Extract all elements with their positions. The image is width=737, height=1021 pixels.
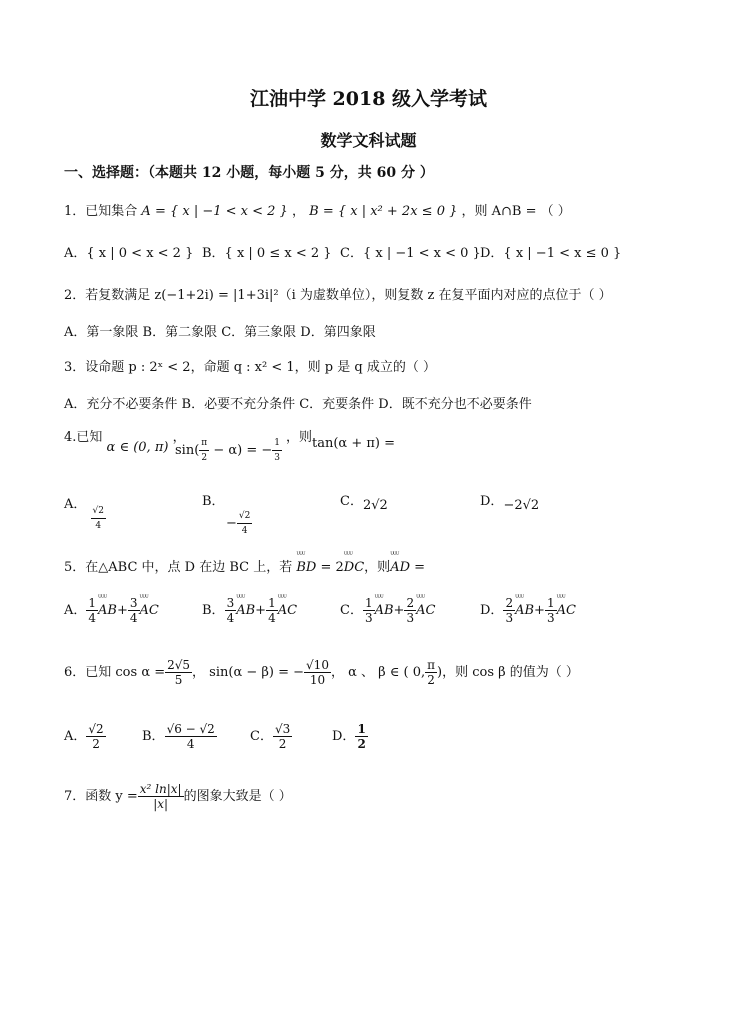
q4-option-c: C．2√2 xyxy=(340,494,388,513)
q1-stem-pre: 1．已知集合 xyxy=(64,204,138,219)
question-2: 2．若复数满足 z(−1+2i) = |1+3i|²（i 为虚数单位），则复数 z 在复平面内对应的点位于（ ） xyxy=(64,288,612,303)
question-1: 1．已知集合 A = { x | −1 < x < 2 } ， B = { x | x² + 2x ≤ 0 } ，则 A∩B = （ ） xyxy=(64,204,571,219)
q3-options: A．充分不必要条件 B．必要不充分条件 C．充要条件 D．既不充分也不必要条件 xyxy=(64,397,532,412)
q6-option-d: D． $\frac{1}{2}$ xyxy=(332,722,366,751)
section-heading: 一、选择题：（本题共 12 小题，每小题 5 分，共 60 分 ） xyxy=(64,165,434,181)
q5-option-a: A． $\frac{1}{4}$ ᵁᵁᵁ AB+ $\frac{3}{4}$ ᵁᵁᵁ AC xyxy=(64,596,159,625)
q4-cond1: α ∈ (0, π) xyxy=(106,440,169,455)
q1-stem-post: ，则 A∩B = （ ） xyxy=(461,204,571,219)
q1-option-b: B．{ x | 0 ≤ x < 2 } xyxy=(202,246,332,261)
q1-option-c: C．{ x | −1 < x < 0 } xyxy=(340,246,481,261)
q5-option-c: C． $\frac{1}{3}$ ᵁᵁᵁ AB+ $\frac{2}{3}$ ᵁᵁᵁ AC xyxy=(340,596,435,625)
q6-option-a: A． $\frac{√2}{2}$ xyxy=(64,722,104,751)
q4-stem-pre: 4.已知 xyxy=(64,430,103,445)
q2-options: A．第一象限 B．第二象限 C．第三象限 D．第四象限 xyxy=(64,325,376,340)
vector-ad: ᵁᵁᵁ AD xyxy=(390,560,410,575)
q6-option-b: B． $\frac{√6 - √2}{4}$ xyxy=(142,722,215,751)
vector-bd: ᵁᵁᵁ BD xyxy=(296,560,316,575)
q4-cond2: sin( $\frac{\pi}{2}$ − α) = − $\frac{1}{3}$ xyxy=(175,438,280,463)
q1-option-d: D．{ x | −1 < x ≤ 0 } xyxy=(480,246,622,261)
q4-option-b: B． − $\frac{√2}{4}$ xyxy=(202,494,251,536)
page-subtitle: 数学文科试题 xyxy=(320,131,417,150)
question-3: 3．设命题 p : 2ˣ < 2，命题 q : x² < 1，则 p 是 q 成立的（ ） xyxy=(64,360,436,375)
q6-option-c: C． $\frac{√3}{2}$ xyxy=(250,722,291,751)
q4-option-a: A． $\frac{√2}{4}$ xyxy=(64,497,104,531)
q4-target: ，则tan(α + π) = xyxy=(286,430,396,451)
q4-option-d: D．−2√2 xyxy=(480,494,540,513)
q1-option-a: A．{ x | 0 < x < 2 } xyxy=(64,246,194,261)
question-6: 6．已知 cos α = $\frac{2√5}{5}$ ， sin(α − β) = − $\frac{√10}{10}$ ， α 、 β ∈ ( 0, $\frac{\pi}{2}$ )，则 cos β 的值为（ ） xyxy=(64,658,579,687)
question-4: 4.已知 α ∈ (0, π) ， xyxy=(64,430,186,455)
question-5: 5．在△ABC 中，点 D 在边 BC 上，若 ᵁᵁᵁ BD = 2ᵁᵁᵁ DC，则ᵁᵁᵁ AD = xyxy=(64,556,425,575)
q1-set-a: A = { x | −1 < x < 2 } xyxy=(141,204,288,219)
q5-option-d: D． $\frac{2}{3}$ ᵁᵁᵁ AB+ $\frac{1}{3}$ ᵁᵁᵁ AC xyxy=(480,596,576,625)
q5-option-b: B． $\frac{3}{4}$ ᵁᵁᵁ AB+ $\frac{1}{4}$ ᵁᵁᵁ AC xyxy=(202,596,297,625)
q1-set-b: B = { x | x² + 2x ≤ 0 } xyxy=(309,204,458,219)
vector-dc: ᵁᵁᵁ DC xyxy=(344,560,364,575)
page-title: 江油中学 2018 级入学考试 xyxy=(249,88,488,110)
question-7: 7．函数 y = $\frac{\text{x² ln|x|}}{|x|}$ 的图象大致是（ ） xyxy=(64,782,292,811)
